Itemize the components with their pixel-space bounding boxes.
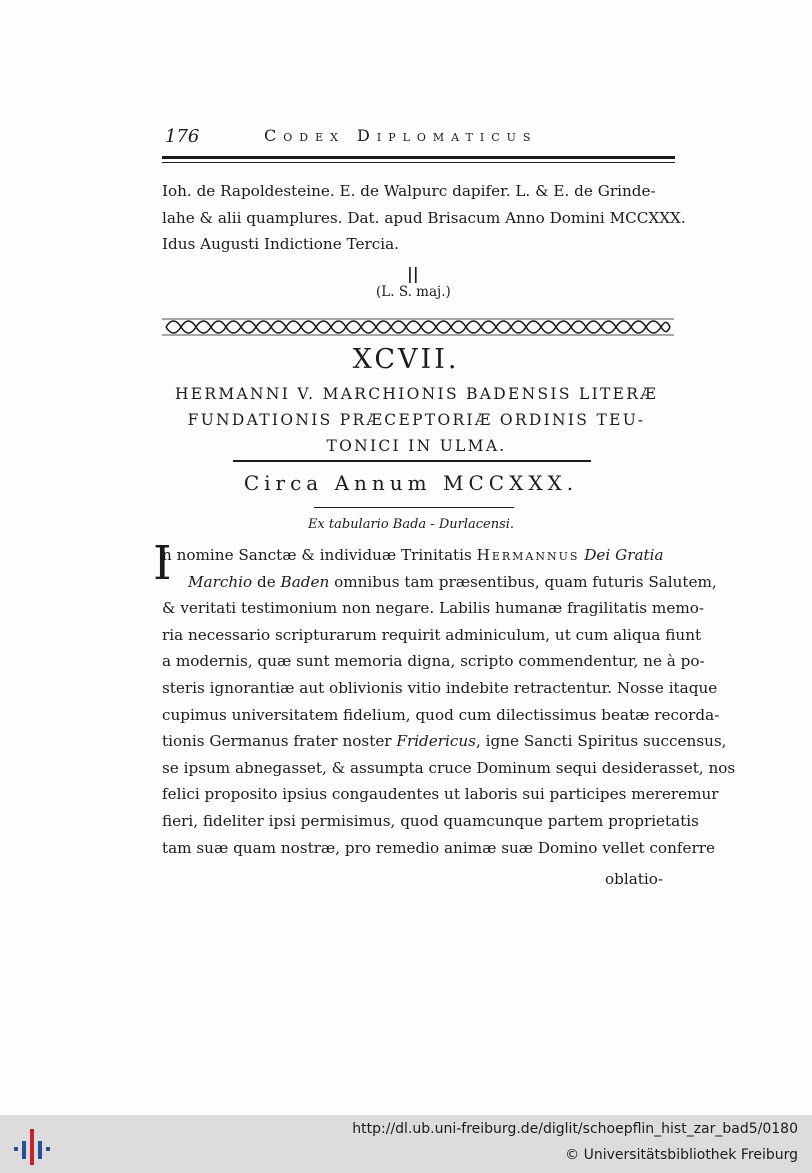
- main-text-line: cupimus universitatem fidelium, quod cum dilectissimus beatæ recorda-: [162, 705, 720, 724]
- continuation-line: Idus Augusti Indictione Tercia.: [162, 235, 399, 254]
- text-run-italic: Baden: [280, 572, 330, 591]
- main-text-line: se ipsum abnegasset, & assumpta cruce Dominum sequi desiderasset, nos: [162, 758, 736, 777]
- document-title: [155, 381, 678, 459]
- seal-notation: (L. S. maj.): [376, 284, 451, 300]
- main-text-line: & veritati testimonium non negare. Labilis humanæ fragilitatis memo-: [162, 599, 704, 618]
- text-run: de: [252, 572, 281, 591]
- main-text-line: [162, 569, 717, 596]
- running-head: [160, 124, 675, 150]
- main-text-line: fieri, fideliter ipsi permisimus, quod quamcunque partem proprietatis: [162, 811, 699, 830]
- text-run: tionis Germanus frater noster: [162, 732, 397, 751]
- text-run-italic: Dei Gratia: [579, 546, 664, 564]
- continuation-line: Ioh. de Rapoldesteine. E. de Walpurc dapifer. L. & E. de Grinde-: [162, 182, 656, 200]
- main-text-line: a modernis, quæ sunt memoria digna, scripto commendentur, ne à po-: [162, 652, 705, 671]
- document-title-line: TONICI IN ULMA.: [326, 437, 507, 455]
- document-date: Circa Annum MCCXXX.: [243, 471, 579, 495]
- document-number: XCVII.: [352, 344, 460, 375]
- text-run-italic: Fridericus: [396, 732, 476, 751]
- drop-cap: I: [153, 536, 172, 591]
- main-text-line: [162, 728, 727, 755]
- continuation-text: [162, 178, 686, 258]
- viewer-footer: [0, 1115, 812, 1173]
- title-rule: [233, 460, 591, 462]
- permalink-url[interactable]: http://dl.ub.uni-freiburg.de/diglit/schoepflin_hist_zar_bad5/0180: [352, 1121, 798, 1137]
- document-title-line: HERMANNI V. MARCHIONIS BADENSIS LITERÆ: [174, 385, 659, 403]
- main-text-line: steris ignorantiæ aut oblivionis vitio indebite retractentur. Nosse itaque: [162, 678, 718, 697]
- main-text-line: ria necessario scripturarum requirit adminiculum, ut cum aliqua fiunt: [162, 625, 702, 644]
- catch-word: oblatio-: [605, 870, 664, 888]
- header-rule-thin: [162, 162, 675, 163]
- main-text-line: tam suæ quam nostræ, pro remedio animæ suæ Domino vellet conferre: [162, 838, 715, 857]
- text-run: , igne Sancti Spiritus succensus,: [475, 732, 727, 751]
- main-text-line: felici proposito ipsius congaudentes ut laboris sui participes mereremur: [162, 785, 719, 804]
- ub-freiburg-logo-icon[interactable]: [12, 1127, 52, 1167]
- running-title: Codex Diplomaticus: [264, 126, 538, 145]
- seal-mark: ||: [407, 264, 419, 283]
- document-title-line: FUNDATIONIS PRÆCEPTORIÆ ORDINIS TEU-: [187, 411, 646, 429]
- main-text-line: [162, 542, 676, 569]
- braided-rope-ornament: [162, 316, 674, 338]
- text-run: omnibus tam præsentibus, quam futuris Salutem,: [329, 572, 717, 591]
- continuation-line: lahe & alii quamplures. Dat. apud Brisacum Anno Domini MCCXXX.: [162, 208, 686, 227]
- main-text: [162, 542, 736, 861]
- page-number: 176: [165, 126, 200, 147]
- text-run-italic: Marchio: [188, 572, 253, 591]
- text-run: n nomine Sanctæ & individuæ Trinitatis: [162, 546, 477, 564]
- header-rule-thick: [162, 156, 675, 159]
- copyright-notice: © Universitätsbibliothek Freiburg: [565, 1147, 798, 1163]
- date-rule: [314, 507, 514, 508]
- name-hermannus: Hermannus: [476, 546, 580, 564]
- source-note: Ex tabulario Bada - Durlacensi.: [307, 517, 515, 532]
